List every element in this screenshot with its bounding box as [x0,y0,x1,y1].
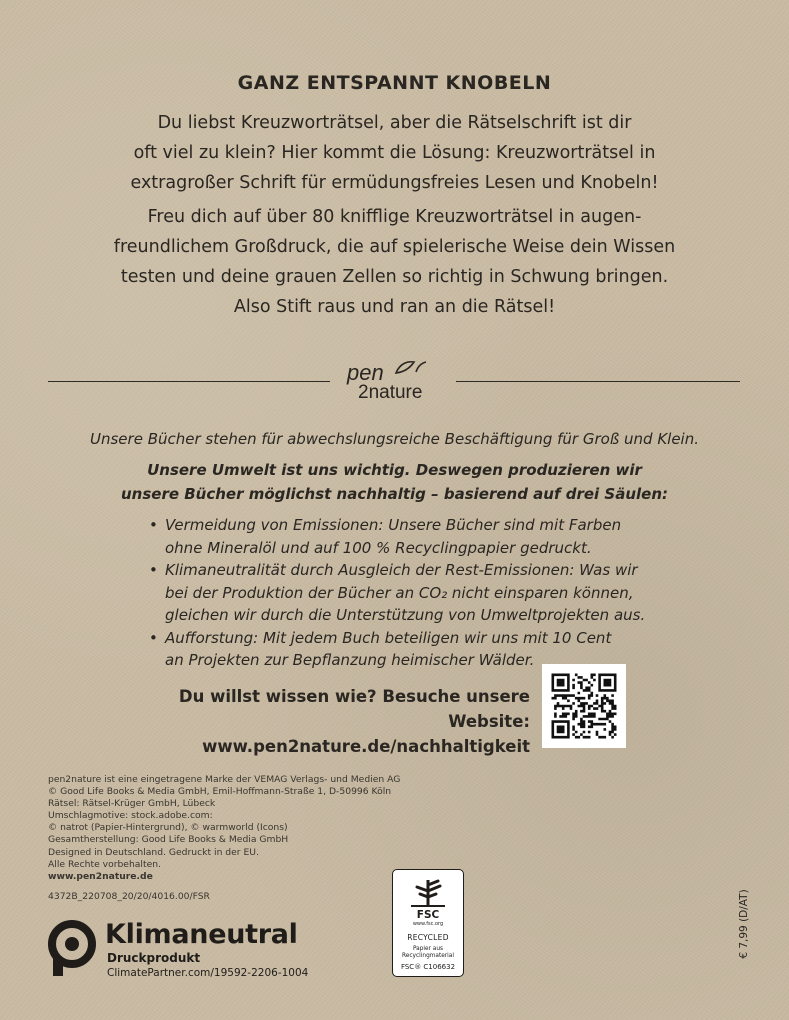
imprint-line: © natrot (Papier-Hintergrund), © warmworld (Icons) [48,822,288,834]
climate-neutral-icon [48,920,100,978]
fsc-paper-text [393,946,463,960]
fsc-name: FSC [416,909,440,921]
product-code: 4372B_220708_20/20/4016.00/FSR [48,891,210,902]
imprint [48,774,468,883]
fsc-recycled: RECYCLED [407,933,449,942]
divider-right [456,381,740,382]
pillar-line: • Vermeidung von Emissionen: Unsere Bücher sind mit Farben [165,516,622,534]
headline: GANZ ENTSPANNT KNOBELN [237,72,552,94]
qr-code[interactable] [542,664,626,748]
fsc-tree-icon [408,877,448,909]
cta-link[interactable]: www.pen2nature.de/nachhaltigkeit [202,737,530,756]
pillar-line: ohne Mineralöl und auf 100 % Recyclingpapier gedruckt. [165,538,592,557]
climate-subtitle: Druckprodukt [107,951,201,965]
fsc-url: www.fsc.org [412,921,444,927]
pen2nature-logo [330,356,456,402]
cta-text: Du willst wissen wie? Besuche unsere Website: [178,687,530,731]
pillar-line: • Klimaneutralität durch Ausgleich der Rest-Emissionen: Was wir [165,561,638,579]
logo-text-pen: pen [347,360,384,385]
intro-line: freundlichem Großdruck, die auf spielerische Weise dein Wissen [113,237,676,257]
price: € 7,99 (D/AT) [738,889,750,959]
pillar-item [147,559,667,627]
imprint-line: © Good Life Books & Media GmbH, Emil-Hoffmann-Straße 1, D-50996 Köln [48,786,392,798]
pillar-line: bei der Produktion der Bücher an CO₂ nicht einsparen können, [165,583,634,602]
imprint-line: Rätsel: Rätsel-Krüger GmbH, Lübeck [48,798,216,810]
qr-code-icon [542,664,626,748]
fsc-label [392,869,464,977]
pillar-item [147,514,667,559]
intro-line: oft viel zu klein? Hier kommt die Lösung: Kreuzworträtsel in [133,143,656,163]
divider-left [48,381,330,382]
imprint-line: Gesamtherstellung: Good Life Books & Media GmbH [48,834,289,846]
website-call-to-action [160,684,530,759]
imprint-line: Designed in Deutschland. Gedruckt in der EU. [48,846,259,858]
logo-text-nature: 2nature [358,382,423,402]
imprint-line: Alle Rechte vorbehalten. [48,858,161,870]
pillar-line: • Aufforstung: Mit jedem Buch beteiligen wir uns mit 10 Cent [165,628,612,647]
pillars-list [147,514,667,672]
pillar-line: an Projekten zur Bepflanzung heimischer Wälder. [165,651,535,669]
intro-paragraph-1 [0,108,789,198]
intro-line: testen und deine grauen Zellen so richtig in Schwung bringen. [120,267,669,287]
sprout-icon [416,362,426,372]
fsc-code: FSC® C106632 [400,963,456,971]
intro-line: Also Stift raus und ran an die Rätsel! [233,297,556,317]
pillar-line: gleichen wir durch die Unterstützung von Umweltprojekten aus. [165,606,646,624]
eco-statement [0,458,789,506]
imprint-line: Umschlagmotive: stock.adobe.com: [48,810,213,822]
fsc-paper-line: Papier aus [412,946,444,952]
fsc-paper-line: Recyclingmaterial [402,953,454,959]
climate-url[interactable]: ClimatePartner.com/19592-2206-1004 [107,967,309,979]
intro-paragraph-2 [0,202,789,322]
climate-title: Klimaneutral [105,919,298,950]
eco-line: Unsere Umwelt ist uns wichtig. Deswegen produzieren wir [147,461,642,479]
imprint-website[interactable]: www.pen2nature.de [48,870,153,882]
leaf-icon [396,362,414,373]
tagline: Unsere Bücher stehen für abwechslungsreiche Beschäftigung für Groß und Klein. [90,430,699,448]
intro-line: extragroßer Schrift für ermüdungsfreies Lesen und Knobeln! [130,173,659,193]
intro-line: Freu dich auf über 80 knifflige Kreuzworträtsel in augen- [147,207,642,227]
eco-line: unsere Bücher möglichst nachhaltig – basierend auf drei Säulen: [120,485,668,503]
intro-line: Du liebst Kreuzworträtsel, aber die Rätselschrift ist dir [157,113,632,133]
imprint-line: pen2nature ist eine eingetragene Marke der VEMAG Verlags- und Medien AG [48,774,401,785]
